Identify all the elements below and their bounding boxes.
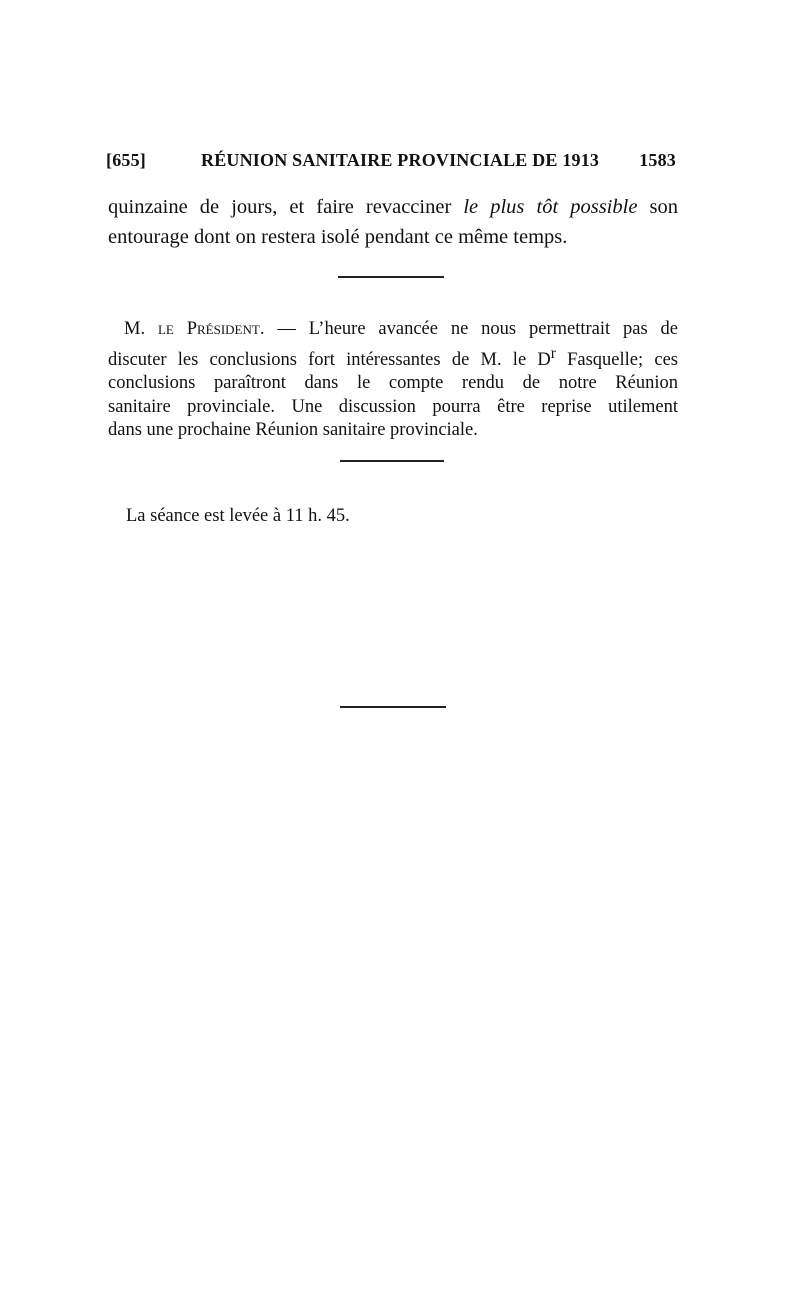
superscript: r: [550, 344, 556, 362]
page-number: 1583: [639, 150, 676, 170]
section-divider: [340, 460, 444, 462]
end-divider: [340, 706, 446, 708]
section-number: [655]: [106, 150, 146, 170]
italic-emphasis: le plus tôt possible: [463, 196, 638, 218]
speaker-name: M. le Président.: [124, 319, 265, 339]
text-run: son: [637, 196, 678, 218]
paragraph-line: [108, 342, 678, 373]
paragraph-line: entourage dont on restera isolé pendant ce même temps.: [108, 226, 568, 248]
text-run: Fasquelle; ces: [555, 349, 678, 370]
text-run: discuter les conclusions fort intéressantes de M. le D: [108, 349, 551, 370]
text-run: — L’heure avancée ne nous permettrait pas de: [264, 319, 679, 339]
paragraph-line: [108, 318, 678, 342]
paragraph-line: dans une prochaine Réunion sanitaire provinciale.: [108, 420, 478, 441]
paragraph-line: [108, 192, 678, 222]
president-statement: [108, 318, 678, 443]
running-title: RÉUNION SANITAIRE PROVINCIALE DE 1913: [201, 150, 600, 170]
section-divider: [338, 276, 444, 278]
text-run: quinzaine de jours, et faire revacciner: [108, 196, 464, 218]
session-closing: La séance est levée à 11 h. 45.: [126, 506, 350, 526]
running-head: [106, 150, 676, 176]
paragraph-line: sanitaire provinciale. Une discussion pourra être reprise utilement: [108, 396, 678, 417]
paragraph-continuation: [108, 192, 678, 252]
paragraph-line: conclusions paraîtront dans le compte rendu de notre Réunion: [108, 373, 678, 394]
